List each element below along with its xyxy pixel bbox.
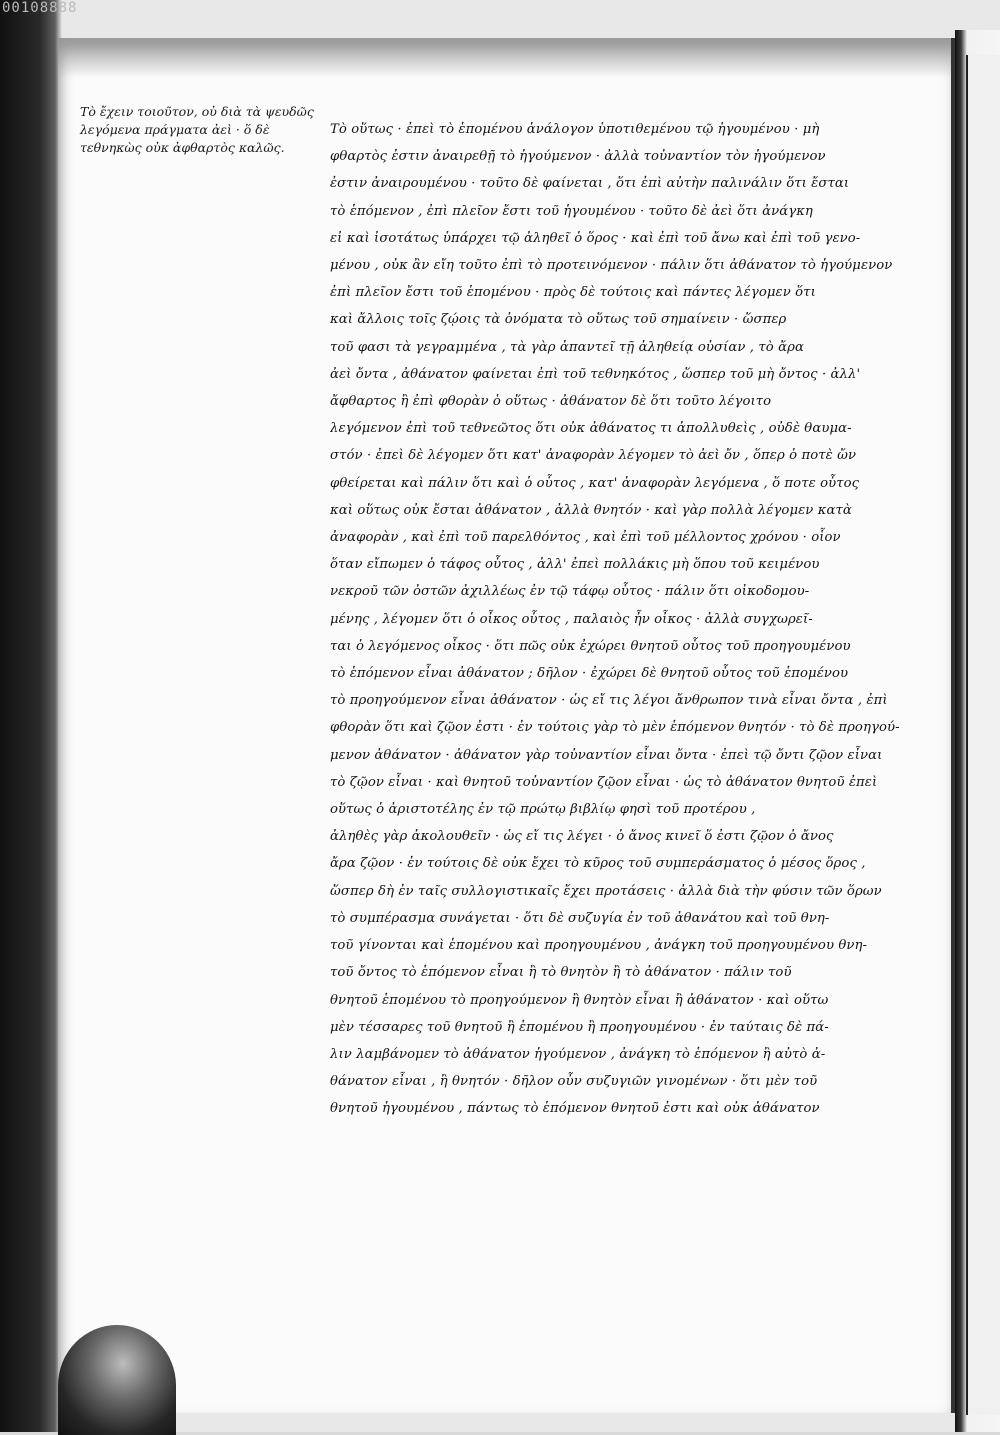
text-line: Τὸ οὕτως · ἐπεὶ τὸ ἑπομένου ἀνάλογον ὑποτιθεμένου τῷ ἡγουμένου · μὴ xyxy=(330,122,820,137)
text-line: ἀεὶ ὄντα , ἀθάνατον φαίνεται ἐπὶ τοῦ τεθνηκότος , ὥσπερ τοῦ μὴ ὄντος · ἀλλ' xyxy=(330,366,861,382)
margin-note-line: Τὸ ἔχειν τοιοῦτον, οὐ διὰ τὰ ψευδῶς xyxy=(80,104,314,119)
text-line: μὲν τέσσαρες τοῦ θνητοῦ ἢ ἑπομένου ἢ προηγουμένου · ἐν ταύταις δὲ πά- xyxy=(330,1019,829,1035)
text-line: θνητοῦ ἑπομένου τὸ προηγούμενον ἢ θνητὸν εἶναι ἢ ἀθάνατον · καὶ οὕτω xyxy=(330,992,829,1008)
text-line: τὸ ζῷον εἶναι · καὶ θνητοῦ τοὐναντίον ζῷον εἶναι · ὡς τὸ ἀθάνατον θνητοῦ ἐπεὶ xyxy=(330,774,878,790)
text-line: λιν λαμβάνομεν τὸ ἀθάνατον ἡγούμενον , ἀνάγκη τὸ ἑπόμενον ἢ αὐτὸ ἀ- xyxy=(330,1046,826,1062)
text-line: λεγόμενον ἐπὶ τοῦ τεθνεῶτος ὅτι οὐκ ἀθάνατος τι ἀπολλυθεὶς , οὐδὲ θαυμα- xyxy=(330,421,852,437)
text-line: ἀναφορὰν , καὶ ἐπὶ τοῦ παρελθόντος , καὶ ἐπὶ τοῦ μέλλοντος χρόνου · οἷον xyxy=(330,530,841,546)
margin-note-line: τεθνηκὼς οὐκ ἀφθαρτὸς καλῶς. xyxy=(80,140,285,155)
text-line: φθείρεται καὶ πάλιν ὅτι καὶ ὁ οὗτος , κατ' ἀναφορὰν λεγόμενα , ὅ ποτε οὗτος xyxy=(330,475,860,491)
text-line: μένης , λέγομεν ὅτι ὁ οἶκος οὗτος , παλαιὸς ἦν οἶκος · ἀλλὰ συγχωρεῖ- xyxy=(330,611,813,627)
main-text-block xyxy=(330,116,910,1123)
margin-note xyxy=(80,103,314,157)
text-line: στόν · ἐπεὶ δὲ λέγομεν ὅτι κατ' ἀναφορὰν λέγομεν τὸ ἀεὶ ὄν , ὅπερ ὁ ποτὲ ὤν xyxy=(330,448,857,464)
text-line: τὸ προηγούμενον εἶναι ἀθάνατον · ὡς εἴ τις λέγοι ἄνθρωπον τινὰ εἶναι ὄντα , ἐπὶ xyxy=(330,693,888,709)
text-line: τὸ συμπέρασμα συνάγεται · ὅτι δὲ συζυγία ἐν τοῦ ἀθανάτου καὶ τοῦ θνη- xyxy=(330,910,830,926)
thumb-shadow xyxy=(58,1325,176,1435)
text-line: τοῦ φασι τὰ γεγραμμένα , τὰ γὰρ ἀπαντεῖ τῇ ἀληθείᾳ οὐσίαν , τὸ ἄρα xyxy=(330,339,804,355)
text-line: καὶ οὕτως οὐκ ἔσται ἀθάνατον , ἀλλὰ θνητόν · καὶ γὰρ πολλὰ λέγομεν κατὰ xyxy=(330,502,852,518)
text-line: μενον ἀθάνατον · ἀθάνατον γὰρ τοὐναντίον εἶναι ὄντα · ἐπεὶ τῷ ὄντι ζῷον εἶναι xyxy=(330,747,883,763)
text-line: θάνατον εἶναι , ἢ θνητόν · δῆλον οὖν συζυγιῶν γινομένων · ὅτι μὲν τοῦ xyxy=(330,1074,818,1090)
text-line: ἄφθαρτος ἢ ἐπὶ φθορὰν ὁ οὕτως · ἀθάνατον δὲ ὅτι τοῦτο λέγοιτο xyxy=(330,394,772,410)
text-line: ἄρα ζῷον · ἐν τούτοις δὲ οὐκ ἔχει τὸ κῦρος τοῦ συμπεράσματος ὁ μέσος ὅρος , xyxy=(330,856,866,872)
text-line: ἐπὶ πλεῖον ἔστι τοῦ ἑπομένου · πρὸς δὲ τούτοις καὶ πάντες λέγομεν ὅτι xyxy=(330,285,816,301)
facing-page-strip xyxy=(966,55,1000,1415)
text-line: τὸ ἑπόμενον εἶναι ἀθάνατον ; δῆλον · ἐχώρει δὲ θνητοῦ οὗτος τοῦ ἑπομένου xyxy=(330,666,849,682)
margin-note-line: λεγόμενα πράγματα ἀεὶ · ὅ δὲ xyxy=(80,122,270,137)
text-line: νεκροῦ τῶν ὀστῶν ἀχιλλέως ἐν τῷ τάφῳ οὗτος · πάλιν ὅτι οἰκοδομου- xyxy=(330,584,810,600)
frame-number: 00108888 xyxy=(2,0,78,16)
text-line: φθαρτὸς ἐστιν ἀναιρεθῇ τὸ ἡγούμενον · ἀλλὰ τοὐναντίον τὸν ἡγούμενον xyxy=(330,149,826,165)
text-line: ται ὁ λεγόμενος οἶκος · ὅτι πῶς οὐκ ἐχώρει θνητοῦ οὗτος τοῦ προηγουμένου xyxy=(330,638,851,654)
text-line: θνητοῦ ἡγουμένου , πάντως τὸ ἑπόμενον θνητοῦ ἐστι καὶ οὐκ ἀθάνατον xyxy=(330,1101,820,1117)
text-line: τοῦ γίνονται καὶ ἑπομένου καὶ προηγουμένου , ἀνάγκη τοῦ προηγουμένου θνη- xyxy=(330,938,868,954)
text-line: οὕτως ὁ ἀριστοτέλης ἐν τῷ πρώτῳ βιβλίῳ φησὶ τοῦ προτέρου , xyxy=(330,802,756,818)
text-line: ὅταν εἴπωμεν ὁ τάφος οὗτος , ἀλλ' ἐπεὶ πολλάκις μὴ ὅπου τοῦ κειμένου xyxy=(330,557,820,573)
text-line: καὶ ἄλλοις τοῖς ζῴοις τὰ ὀνόματα τὸ οὕτως τοῦ σημαίνειν · ὥσπερ xyxy=(330,312,787,328)
text-line: ἀληθὲς γὰρ ἀκολουθεῖν · ὡς εἴ τις λέγει · ὁ ἄνος κινεῖ ὅ ἐστι ζῷον ὁ ἄνος xyxy=(330,829,834,845)
text-line: ἐστιν ἀναιρουμένου · τοῦτο δὲ φαίνεται , ὅτι ἐπὶ αὐτὴν παλινάλιν ὅτι ἔσται xyxy=(330,176,850,192)
text-line: φθορὰν ὅτι καὶ ζῷον ἐστι · ἐν τούτοις γὰρ τὸ μὲν ἑπόμενον θνητόν · τὸ δὲ προηγού- xyxy=(330,720,900,736)
text-line: μένου , οὐκ ἂν εἴη τοῦτο ἐπὶ τὸ προτεινόμενον · πάλιν ὅτι ἀθάνατον τὸ ἡγούμενον xyxy=(330,258,893,274)
text-line: ὥσπερ δὴ ἐν ταῖς συλλογιστικαῖς ἔχει προτάσεις · ἀλλὰ διὰ τὴν φύσιν τῶν ὅρων xyxy=(330,883,882,899)
text-line: τὸ ἑπόμενον , ἐπὶ πλεῖον ἔστι τοῦ ἡγουμένου · τοῦτο δὲ ἀεὶ ὅτι ἀνάγκη xyxy=(330,203,813,219)
text-line: εἰ καὶ ἰσοτάτως ὑπάρχει τῷ ἀληθεῖ ὁ ὅρος · καὶ ἐπὶ τοῦ ἄνω καὶ ἐπὶ τοῦ γενο- xyxy=(330,230,861,246)
text-line: τοῦ ὄντος τὸ ἑπόμενον εἶναι ἢ τὸ θνητὸν ἢ τὸ ἀθάνατον · πάλιν τοῦ xyxy=(330,965,792,981)
